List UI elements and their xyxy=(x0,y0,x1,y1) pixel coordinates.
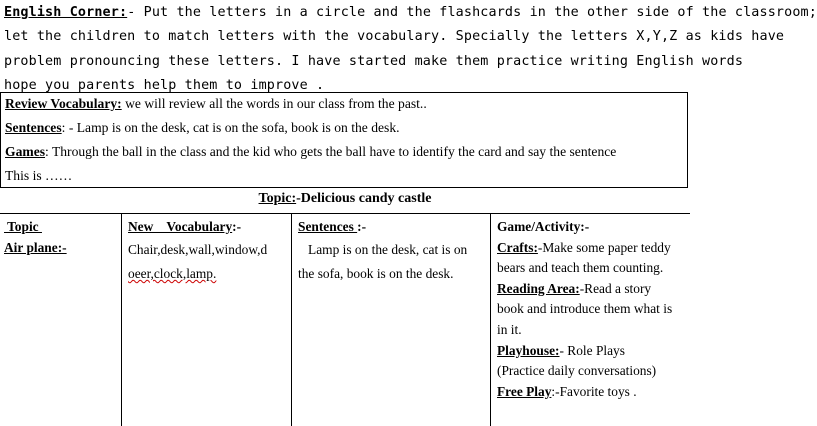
games-row xyxy=(5,144,616,160)
lesson-table xyxy=(0,213,690,426)
english-corner-paragraph xyxy=(4,1,817,99)
column-divider xyxy=(490,214,491,426)
english-corner-line-1 xyxy=(4,1,817,25)
vocabulary-line-2: oeer,clock,lamp. xyxy=(128,266,217,282)
review-box xyxy=(0,92,688,188)
reading-area-row xyxy=(497,279,687,300)
topic-cell xyxy=(4,217,116,258)
games-label: Games xyxy=(5,144,46,159)
sentences-header-suffix: :- xyxy=(357,219,367,234)
reading-area-text: -Read a story xyxy=(579,280,652,296)
sentences-line-1: Lamp is on the desk, cat is on xyxy=(298,241,468,257)
english-corner-line-4: hope you parents help them to improve . xyxy=(4,78,325,94)
sentences-cell xyxy=(298,217,488,285)
free-play-row xyxy=(497,382,687,403)
crafts-text: -Make some paper teddy xyxy=(537,239,671,255)
reading-area-continuation-2: in it. xyxy=(497,321,522,337)
topic-column-value: Air plane:- xyxy=(4,239,67,255)
sentences-header: Sentences xyxy=(298,219,358,234)
free-play-text: :-Favorite toys . xyxy=(551,383,637,399)
playhouse-label: Playhouse: xyxy=(497,342,560,358)
vocabulary-line-1: Chair,desk,wall,window,d xyxy=(128,241,268,257)
games-continuation: This is …… xyxy=(5,168,73,183)
playhouse-continuation: (Practice daily conversations) xyxy=(497,363,657,379)
free-play-label: Free Play xyxy=(497,383,552,399)
game-activity-header: Game/Activity:- xyxy=(497,219,590,234)
playhouse-text: - Role Plays xyxy=(559,342,625,358)
games-text: : Through the ball in the class and the kid who gets the ball have to identify the card and say the sentence xyxy=(45,144,617,159)
topic-heading xyxy=(0,191,690,207)
review-vocabulary-text: we will review all the words in our class from the past.. xyxy=(121,96,427,111)
english-corner-text-1: - Put the letters in a circle and the flashcards in the other side of the classroom; xyxy=(127,5,817,20)
sentences-label: Sentences xyxy=(5,120,62,135)
sentences-line-2: the sofa, book is on the desk. xyxy=(298,266,454,282)
column-divider xyxy=(291,214,292,426)
playhouse-row xyxy=(497,341,687,362)
sentences-row xyxy=(5,120,400,136)
crafts-continuation: bears and teach them counting. xyxy=(497,260,664,276)
sentences-text: : - Lamp is on the desk, cat is on the sofa, book is on the desk. xyxy=(61,120,400,135)
english-corner-heading: English Corner: xyxy=(4,5,128,20)
vocabulary-cell xyxy=(128,217,288,285)
english-corner-line-3: problem pronouncing these letters. I have started make them practice writing English words xyxy=(4,53,744,69)
game-activity-cell xyxy=(497,217,687,402)
topic-label: Topic: xyxy=(258,191,297,206)
vocabulary-header-suffix: :- xyxy=(232,219,242,234)
review-vocabulary-row xyxy=(5,96,427,112)
vocabulary-header: New Vocabulary xyxy=(128,219,233,234)
crafts-row xyxy=(497,238,687,259)
review-vocabulary-label: Review Vocabulary: xyxy=(5,96,122,111)
topic-column-header: Topic xyxy=(4,219,42,234)
crafts-label: Crafts: xyxy=(497,239,538,255)
column-divider xyxy=(121,214,122,426)
reading-area-continuation-1: book and introduce them what is xyxy=(497,301,673,317)
reading-area-label: Reading Area: xyxy=(497,280,580,296)
topic-value: -Delicious candy castle xyxy=(296,191,432,206)
english-corner-line-2: let the children to match letters with the vocabulary. Specially the letters X,Y,Z as kids have xyxy=(4,29,785,45)
